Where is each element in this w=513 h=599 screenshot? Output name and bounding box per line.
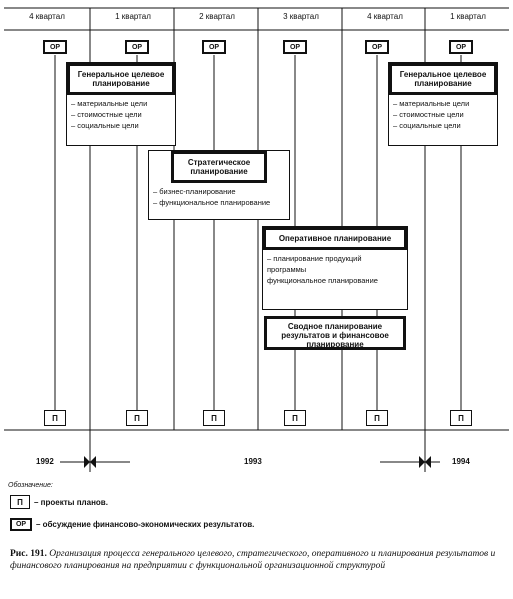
op-tag: ОР [283,40,307,54]
box-item: программы [267,265,307,275]
box-item: функциональное планирование [267,275,378,285]
figure-number: Рис. 191. [10,549,47,559]
box-item: – социальные цели [71,121,175,132]
box-item: – функциональное планирование [153,198,289,209]
box-item: – бизнес-планирование [153,187,289,198]
legend-title: Обозначение: [8,482,53,489]
general-planning-title: Генеральное целевое планирование [389,63,497,95]
legend-op-row [10,518,254,531]
legend-p-row [10,495,108,509]
box-item: – стоимостные цели [71,110,175,121]
box-item: – планирование продукций [267,254,407,265]
box-item: – социальные цели [393,121,497,132]
p-tag: П [126,410,148,426]
box-item: – стоимостные цели [393,110,497,121]
op-tag: ОР [125,40,149,54]
general-planning-box-2 [388,62,498,146]
p-tag: П [450,410,472,426]
legend-p-desc: – проекты планов. [34,497,108,507]
strategic-planning-title: Стратегическое планирование [171,151,267,183]
figure-caption-text: Организация процесса генерального целевого, стратегического, оперативного и планирования результатов и финансового планирования на предприятии с функциональной организационной структурой [10,549,496,572]
box-item: – материальные цели [393,99,497,110]
p-tag: П [10,495,30,509]
quarter-label: 1 квартал [115,12,151,21]
strategic-planning-box [148,150,290,220]
year-label: 1993 [244,457,262,466]
quarter-label: 3 квартал [283,12,319,21]
year-label: 1992 [36,457,54,466]
p-tag: П [366,410,388,426]
general-planning-box-1 [66,62,176,146]
year-label: 1994 [452,457,470,466]
quarter-label: 4 квартал [367,12,403,21]
box-item: – материальные цели [71,99,175,110]
op-tag: ОР [365,40,389,54]
quarter-label: 2 квартал [199,12,235,21]
op-tag: ОР [449,40,473,54]
operational-planning-box [262,226,408,310]
general-planning-title: Генеральное целевое планирование [67,63,175,95]
quarter-label: 1 квартал [450,12,486,21]
legend-op-desc: – обсуждение финансово-экономических результатов. [36,520,255,529]
op-tag: ОР [43,40,67,54]
op-tag: ОР [202,40,226,54]
figure-caption [10,548,500,573]
quarter-label: 4 квартал [29,12,65,21]
p-tag: П [284,410,306,426]
p-tag: П [44,410,66,426]
p-tag: П [203,410,225,426]
summary-planning-box: Сводное планирование результатов и финансовое планирование [264,316,406,350]
operational-planning-title: Оперативное планирование [263,227,407,250]
op-tag: ОР [10,518,32,531]
